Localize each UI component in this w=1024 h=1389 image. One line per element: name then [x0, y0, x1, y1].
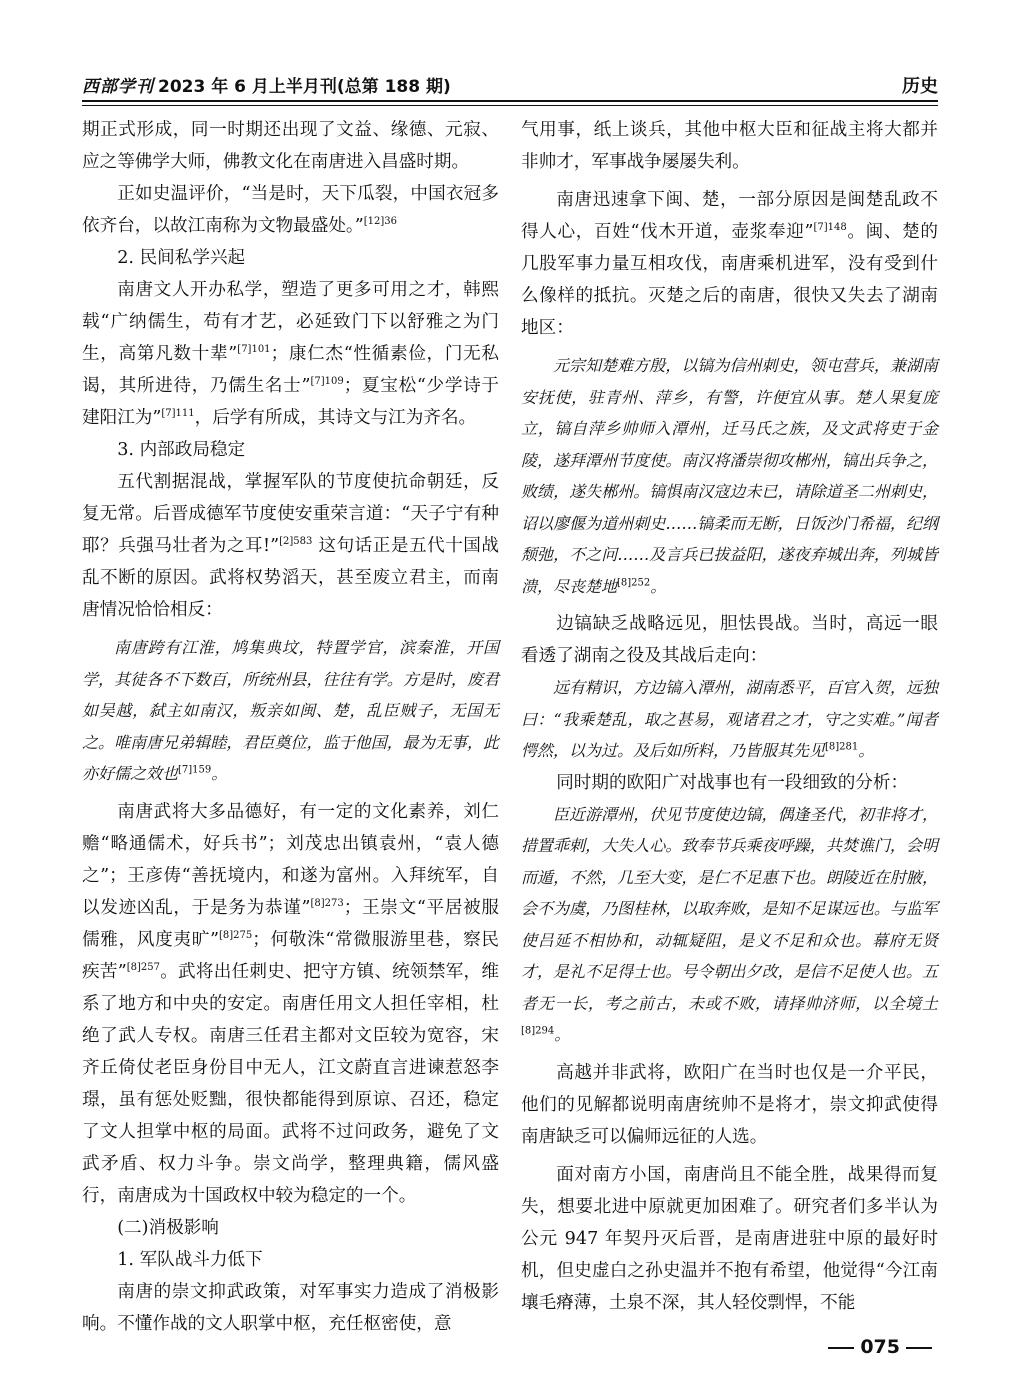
- running-header: [82, 72, 938, 98]
- citation: [8]252: [617, 577, 651, 589]
- paragraph: 同时期的欧阳广对战事也有一段细致的分析：: [556, 772, 909, 793]
- paragraph: 气用事，纸上谈兵，其他中枢大臣和征战主将大都并非帅才，军事战争屡屡失利。: [521, 120, 938, 172]
- block-quote: 臣近游潭州，伏见节度使边镐，偶逢圣代，初非将才，措置乖剌，大失人心。致奉节兵乘夜呼躁，共焚谯门，会明而遁，不然，几至大变，是仁不足惠下也。朗陵近在肘腋，会不为虞，乃图桂林，以取奔败，是知不足谋远也。与监军使吕延不相协和，动辄疑阻，是义不足和众也。幕府无贤才，是礼不足得士也。号令朝出夕改，是信不足使人也。五者无一长，考之前古，未或不败，请择帅济师，以全境土$^{[8]294}$。: [521, 804, 938, 1044]
- citation: [7]109: [310, 376, 344, 388]
- block-quote: 远有精识，方边镐入潭州，湖南悉平，百官入贺，远独曰：“我乘楚乱，取之甚易，观诸君之才，守之实难。”闻者愕然，以为过。及后如所料，乃皆服其先见$^{[8]281}$。: [521, 678, 938, 760]
- paragraph: 南唐的崇文抑武政策，对军事实力造成了消极影响。不懂作战的文人职掌中枢，充任枢密使，意: [82, 1281, 499, 1334]
- citation: [8]257: [126, 961, 160, 973]
- citation: [12]36: [363, 216, 397, 228]
- footer-dash-left: [828, 1347, 854, 1349]
- paragraph: 高越并非武将，欧阳广在当时也仅是一介平民，他们的见解都说明南唐统帅不是将才，崇文抑武使得南唐缺乏可以偏师远征的人选。: [521, 1062, 938, 1147]
- citation: [7]101: [237, 344, 271, 356]
- paragraph: 边镐缺乏战略远见，胆怯畏战。当时，高远一眼看透了湖南之役及其战后走向：: [521, 614, 938, 666]
- section-heading: (二)消极影响: [117, 1217, 219, 1238]
- page-footer: [822, 1336, 938, 1358]
- header-rule-thin: [82, 105, 938, 106]
- section-heading: 2. 民间私学兴起: [117, 248, 246, 268]
- block-quote: 元宗知楚难方殷，以镐为信州刺史，领屯营兵，兼湖南安抚使，驻青州、萍乡，有警，许便宜从事。楚人果复庞立，镐自萍乡帅师入潭州，迁马氏之族，及文武将吏于金陵，遂拜潭州节度使。南汉将潘崇彻攻郴州，镐出兵争之，败绩，遂失郴州。镐惧南汉寇边未已，请除道圣二州刺史，诏以廖偃为道州刺史……镐柔而无断，日饭沙门希福，纪纲颓弛，不之问……及言兵已拔益阳，遂夜弃城出奔，列城皆溃，尽丧楚地$^{[8]252}$。: [521, 356, 938, 596]
- paragraph: 期正式形成，同一时期还出现了文益、缘德、元寂、应之等佛学大师，佛教文化在南唐进入昌盛时期。: [82, 120, 499, 172]
- citation: [7]148: [813, 222, 847, 234]
- paragraph: 南唐迅速拿下闽、楚，一部分原因是闽楚乱政不得人心，百姓“伐木开道，壶浆奉迎”$^{[7]148}$。闽、楚的几股军事力量互相攻伐，南唐乘机进军，没有受到什么像样的抵抗。灭楚之后的南唐，很快又失去了湖南地区：: [521, 190, 938, 338]
- citation: [8]294: [521, 1025, 555, 1037]
- issue-info: 2023 年 6 月上半月刊(总第 188 期): [158, 77, 451, 97]
- block-quote: 南唐跨有江淮，鸠集典坟，特置学官，滨秦淮，开国学，其徒各不下数百，所统州县，往往有学。方是时，废君如吴越，弑主如南汉，叛亲如闽、楚，乱臣贼子，无国无之。唯南唐兄弟辑睦，君臣奠位，监于他国，最为无事，此亦好儒之效也$^{[7]159}$。: [82, 638, 499, 783]
- section-heading: 1. 军队战斗力低下: [117, 1249, 263, 1270]
- section-title: 历史: [902, 76, 938, 97]
- paragraph: 南唐武将大多品德好，有一定的文化素养，刘仁赡“略通儒术，好兵书”；刘茂忠出镇袁州，“袁人德之”；王彦俦“善抚境内，和遂为富州。入拜统军，自以发迹凶乱，于是务为恭谨”$^{[8]273}$；王崇文“平居被服儒雅，风度夷旷”$^{[8]275}$；何敬洙“常微服游里巷，察民疾苦”$^{[8]257}$。武将出任刺史、把守方镇、统领禁军，维系了地方和中央的安定。南唐任用文人担任宰相，杜绝了武人专权。南唐三任君主都对文臣较为宽容，宋齐丘倚仗老臣身份目中无人，江文蔚直言进谏惹怒李璟，虽有惩处贬黜，很快都能得到原谅、召还，稳定了文人担掌中枢的局面。武将不过问政务，避免了文武矛盾、权力斗争。崇文尚学，整理典籍，儒风盛行，南唐成为十国政权中较为稳定的一个。: [82, 801, 500, 1206]
- citation: [8]275: [219, 929, 253, 941]
- right-column: [521, 114, 938, 1319]
- section-heading: 3. 内部政局稳定: [117, 440, 246, 460]
- citation: [8]273: [310, 897, 344, 909]
- journal-logo: 西部学刊: [82, 77, 154, 97]
- paragraph: 南唐文人开办私学，塑造了更多可用之才，韩熙载“广纳儒生，苟有才艺，必延致门下以舒雅之为门生，高第凡数十辈”$^{[7]101}$；康仁杰“性循素俭，门无私谒，其所进待，乃儒生名士”$^{[7]109}$；夏宝松“少学诗于建阳江为”$^{[7]111}$，后学有所成，其诗文与江为齐名。: [82, 280, 499, 428]
- paragraph: 面对南方小国，南唐尚且不能全胜，战果得而复失，想要北进中原就更加困难了。研究者们多半认为公元 947 年契丹灭后晋，是南唐进驻中原的最好时机，但史虚白之孙史温并不抱有希望，他觉得“今江南壤毛瘠薄，土泉不深，其人轻佼剽悍，不能: [521, 1164, 938, 1313]
- journal-issue: [82, 72, 451, 97]
- citation: [2]583: [279, 536, 313, 548]
- citation: [8]281: [825, 741, 859, 753]
- citation: [7]159: [178, 764, 212, 776]
- paragraph: 正如史温评价，“当是时，天下瓜裂，中国衣冠多依齐台，以故江南称为文物最盛处。”$^{[12]36}$: [82, 184, 499, 236]
- header-rule-thick: [82, 100, 938, 102]
- paragraph: 五代割据混战，掌握军队的节度使抗命朝廷，反复无常。后晋成德军节度使安重荣言道：“天子宁有种耶？兵强马壮者为之耳!”$^{[2]583}$ 这句话正是五代十国战乱不断的原因。武将权势滔天，甚至废立君主，而南唐情况恰恰相反：: [82, 472, 499, 620]
- citation: [7]111: [161, 408, 195, 420]
- page-number: 075: [860, 1336, 900, 1358]
- left-column: [82, 114, 499, 1340]
- footer-dash-right: [906, 1347, 932, 1349]
